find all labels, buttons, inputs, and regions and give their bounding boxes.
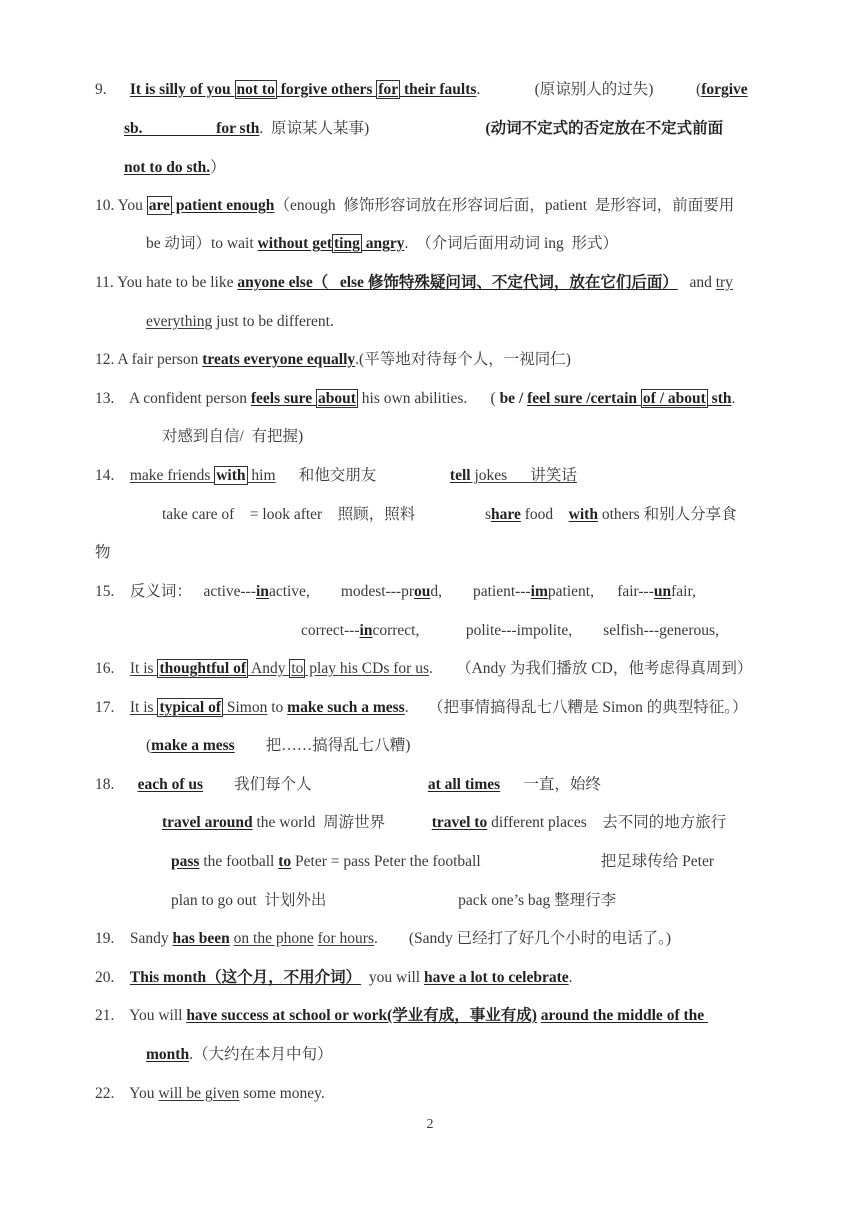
text-line <box>162 505 737 525</box>
text-segment: Peter = pass Peter the football 把足球传给 Peter <box>291 853 715 870</box>
text-line <box>95 968 573 988</box>
text-segment: (动词不定式的否定放在不定式前面 <box>485 120 724 137</box>
text-segment: patient enough <box>171 197 275 214</box>
text-line <box>95 582 696 602</box>
text-segment: the world 周游世界 <box>252 814 432 831</box>
text-line <box>95 389 735 409</box>
text-segment: 一直，始终 <box>500 776 601 793</box>
text-segment: with <box>568 506 598 523</box>
text-line <box>162 427 303 447</box>
text-segment: plan to go out 计划外出 pack one’s bag 整理行李 <box>171 892 617 909</box>
text-segment: 22. You <box>95 1085 159 1102</box>
text-segment: 15. 反义词： active--- <box>95 583 256 600</box>
text-segment: others 和别人分享食 <box>597 506 737 523</box>
text-line <box>95 466 577 486</box>
text-line <box>95 775 601 795</box>
text-segment: 物 <box>95 544 111 561</box>
text-segment: （enough 修饰形容词放在形容词后面，patient 是形容词，前面要用 <box>274 197 735 214</box>
text-segment: ） <box>210 159 226 176</box>
text-line <box>162 813 726 833</box>
text-segment: his own abilities. ( <box>357 390 500 407</box>
text-segment: 12. A fair person <box>95 351 203 368</box>
boxed-text: with <box>216 467 246 484</box>
text-segment: sb. for sth <box>124 120 260 137</box>
text-segment: and <box>677 274 716 291</box>
boxed-text: not to <box>236 81 275 98</box>
text-segment: play his CDs for us <box>305 660 429 677</box>
text-segment: . <box>568 969 573 986</box>
text-segment: ( <box>146 737 152 754</box>
text-segment: forgive others <box>280 81 377 98</box>
boxed-text: about <box>318 390 356 407</box>
text-line <box>146 1045 332 1065</box>
text-segment: sth <box>707 390 732 407</box>
text-line <box>146 234 618 254</box>
text-line <box>95 1006 708 1026</box>
text-segment: . （介词后面用动词 ing 形式） <box>404 235 619 252</box>
text-segment: just to be different. <box>212 313 334 330</box>
text-segment: anyone else（ else 修饰特殊疑问词、不定代词，放在它们后面） <box>237 274 678 291</box>
text-segment: to <box>278 853 292 870</box>
text-segment: has been <box>172 930 230 947</box>
text-segment: It is <box>129 660 158 677</box>
text-line <box>146 312 334 332</box>
text-segment: patient, fair--- <box>547 583 654 600</box>
text-segment: 18. <box>95 776 138 793</box>
text-segment: make a mess <box>151 737 235 754</box>
text-segment: Andy <box>248 660 290 677</box>
text-segment: make friends <box>129 467 215 484</box>
text-segment: 把……搞得乱七八糟) <box>234 737 411 754</box>
text-segment: their faults <box>400 81 477 98</box>
text-segment: It is silly of you <box>129 81 235 98</box>
text-segment: around the middle of the <box>540 1007 709 1024</box>
text-segment: food <box>520 506 569 523</box>
text-segment: travel around <box>162 814 253 831</box>
text-segment: forgive <box>701 81 748 98</box>
text-line <box>95 929 671 949</box>
boxed-text: thoughtful of <box>159 660 246 677</box>
text-segment: in <box>359 622 373 639</box>
text-segment: 和他交朋友 <box>275 467 450 484</box>
boxed-text: typical of <box>159 699 221 716</box>
text-line <box>95 659 752 679</box>
text-segment: without get <box>257 235 332 252</box>
text-segment: 17. <box>95 699 130 716</box>
text-segment: ou <box>414 583 431 600</box>
text-segment: be / <box>499 390 528 407</box>
text-segment: to <box>267 699 288 716</box>
text-segment: will be given <box>158 1085 240 1102</box>
text-segment: It is <box>129 699 158 716</box>
text-segment: 16. <box>95 660 130 677</box>
text-segment: not to do sth. <box>124 159 211 176</box>
text-segment: d, patient--- <box>430 583 531 600</box>
text-segment: . （把事情搞得乱七八糟是 Simon 的典型特征。） <box>404 699 748 716</box>
text-segment: feel sure /certain <box>527 390 641 407</box>
text-segment: 14. <box>95 467 130 484</box>
text-segment: .(平等地对待每个人，一视同仁) <box>355 351 571 368</box>
text-segment: jokes 讲笑话 <box>470 467 577 484</box>
text-segment: the football <box>199 853 279 870</box>
text-segment: in <box>256 583 269 600</box>
text-segment: take care of = look after 照顾，照料 s <box>162 506 491 523</box>
text-segment: hare <box>491 506 521 523</box>
text-line <box>171 852 714 872</box>
text-segment: 10. You <box>95 197 147 214</box>
text-segment: Simon <box>223 699 268 716</box>
text-segment: im <box>530 583 548 600</box>
text-line <box>95 1084 325 1104</box>
text-segment: . (原谅别人的过失) ( <box>476 81 702 98</box>
text-segment: correct, polite---impolite, selfish---generous, <box>372 622 719 639</box>
text-segment: 21. You will <box>95 1007 187 1024</box>
text-segment: travel to <box>431 814 488 831</box>
text-segment: you will <box>361 969 424 986</box>
text-segment: try <box>715 274 733 291</box>
boxed-text: to <box>291 660 304 677</box>
text-segment: month <box>146 1046 190 1063</box>
text-segment: him <box>247 467 276 484</box>
boxed-text: of / about <box>642 390 706 407</box>
text-segment: each of us <box>137 776 204 793</box>
text-segment <box>369 120 485 137</box>
text-line <box>171 891 616 911</box>
text-segment: 对感到自信/ 有把握) <box>162 428 304 445</box>
text-segment <box>107 81 130 98</box>
text-segment: 11. You hate to be like <box>95 274 238 291</box>
text-segment: 19. Sandy <box>95 930 173 947</box>
text-segment: treats everyone equally <box>202 351 356 368</box>
text-line <box>146 736 410 756</box>
text-segment: active, modest---pr <box>268 583 414 600</box>
text-segment: some money. <box>239 1085 325 1102</box>
text-segment: be 动词）to wait <box>146 235 258 252</box>
text-line <box>95 80 748 100</box>
text-segment: . (Sandy 已经打了好几个小时的电话了。) <box>374 930 672 947</box>
text-segment: 9. <box>95 81 107 98</box>
text-segment: . <box>731 390 736 407</box>
text-segment: . （Andy 为我们播放 CD，他考虑得真周到） <box>428 660 753 677</box>
text-segment: angry <box>361 235 405 252</box>
boxed-text: ting <box>333 235 360 252</box>
text-line <box>124 158 226 178</box>
text-segment: pass <box>171 853 200 870</box>
text-segment: everything <box>146 313 213 330</box>
text-segment: different places 去不同的地方旅行 <box>487 814 727 831</box>
boxed-text: for <box>378 81 399 98</box>
text-line <box>95 350 571 370</box>
text-segment: fair, <box>671 583 696 600</box>
text-segment: tell <box>449 467 471 484</box>
text-line <box>301 621 719 641</box>
text-segment: have a lot to celebrate <box>424 969 569 986</box>
text-segment: un <box>653 583 672 600</box>
text-segment: feels sure <box>250 390 316 407</box>
page-number: 2 <box>426 1117 434 1132</box>
text-segment: . 原谅某人某事) <box>259 120 370 137</box>
text-segment: correct--- <box>301 622 360 639</box>
text-segment: This month（这个月，不用介词） <box>129 969 362 986</box>
text-line <box>124 119 723 139</box>
text-segment: for hours <box>317 930 375 947</box>
text-line <box>95 543 111 563</box>
text-line <box>95 196 734 216</box>
text-segment: 13. A confident person <box>95 390 251 407</box>
text-line <box>95 273 733 293</box>
text-segment: at all times <box>427 776 501 793</box>
text-segment: have success at school or work(学业有成，事业有成) <box>186 1007 537 1024</box>
boxed-text: are <box>148 197 170 214</box>
text-segment: 我们每个人 <box>203 776 428 793</box>
text-segment: .（大约在本月中旬） <box>189 1046 333 1063</box>
text-segment: on the phone <box>233 930 314 947</box>
text-segment: make such a mess <box>287 699 405 716</box>
text-line <box>95 698 747 718</box>
text-segment: 20. <box>95 969 130 986</box>
